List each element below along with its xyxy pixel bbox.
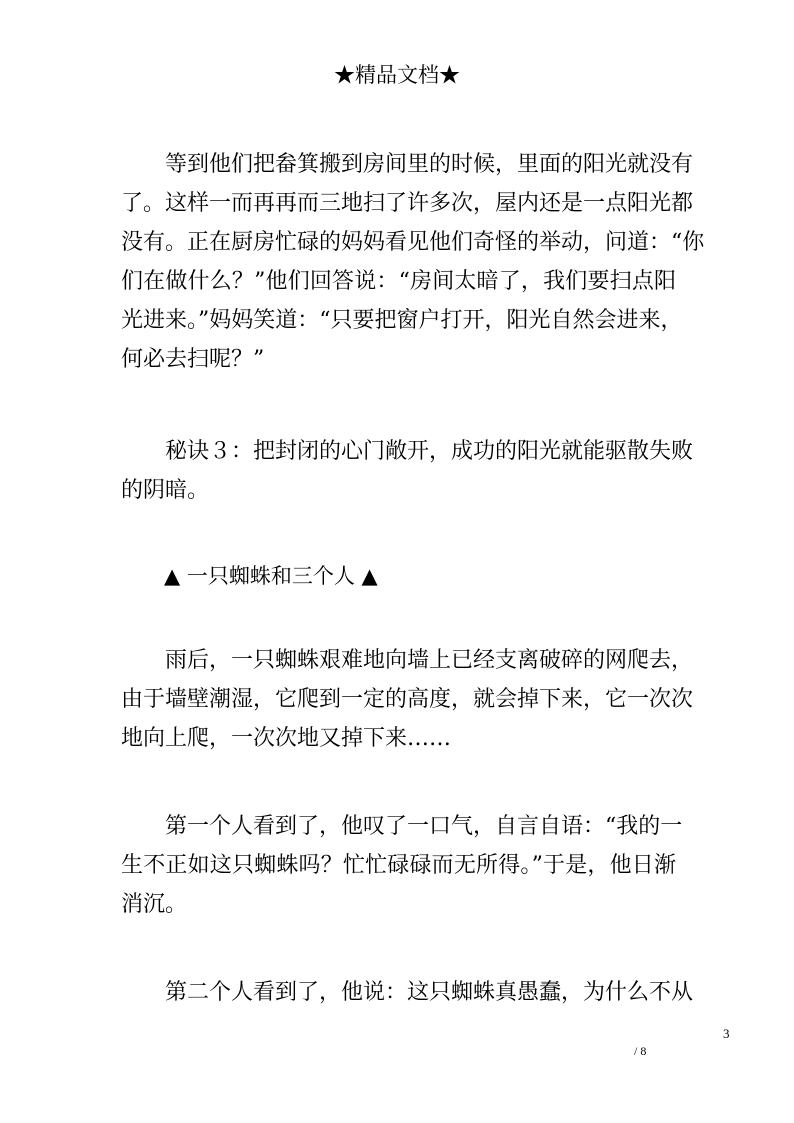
page-number: 3 <box>723 1026 730 1041</box>
paragraph-4 <box>121 807 683 924</box>
section-title: ▲ 一只蜘蛛和三个人 ▲ <box>164 564 378 588</box>
paragraph-5 <box>121 973 694 1012</box>
paragraph-line: 雨后，一只蜘蛛艰难地向墙上已经支离破碎的网爬去， <box>165 648 694 673</box>
paragraph-line: 消沉。 <box>121 892 188 917</box>
paragraph-line: 第一个人看到了，他叹了一口气，自言自语：“我的一 <box>165 814 683 839</box>
paragraph-2 <box>121 432 694 510</box>
paragraph-3 <box>121 641 694 758</box>
paragraph-line: 由于墙壁潮湿，它爬到一定的高度，就会掉下来，它一次次 <box>121 687 694 712</box>
paragraph-line: 没有。正在厨房忙碌的妈妈看见他们奇怪的举动，问道：“你 <box>121 230 705 255</box>
paragraph-line: 等到他们把畚箕搬到房间里的时候，里面的阳光就没有 <box>165 152 694 177</box>
paragraph-line: 何必去扫呢？” <box>121 347 265 372</box>
paragraph-line: 们在做什么？”他们回答说：“房间太暗了，我们要扫点阳 <box>121 269 676 294</box>
paragraph-line: 光进来。”妈妈笑道：“只要把窗户打开，阳光自然会进来， <box>121 308 683 333</box>
document-header: ★精品文档★ <box>334 63 460 87</box>
paragraph-line: 的阴暗。 <box>121 478 210 503</box>
paragraph-line: 第二个人看到了，他说：这只蜘蛛真愚蠢，为什么不从 <box>165 980 694 1005</box>
paragraph-line: 秘诀３：把封闭的心门敞开，成功的阳光就能驱散失败 <box>165 439 694 464</box>
paragraph-line: 地向上爬，一次次地又掉下来…… <box>121 726 452 751</box>
paragraph-line: 生不正如这只蜘蛛吗？忙忙碌碌而无所得。”于是，他日渐 <box>121 853 676 878</box>
page-total: / 8 <box>634 1044 647 1058</box>
paragraph-line: 了。这样一而再再而三地扫了许多次，屋内还是一点阳光都 <box>121 191 694 216</box>
paragraph-1 <box>121 145 705 379</box>
